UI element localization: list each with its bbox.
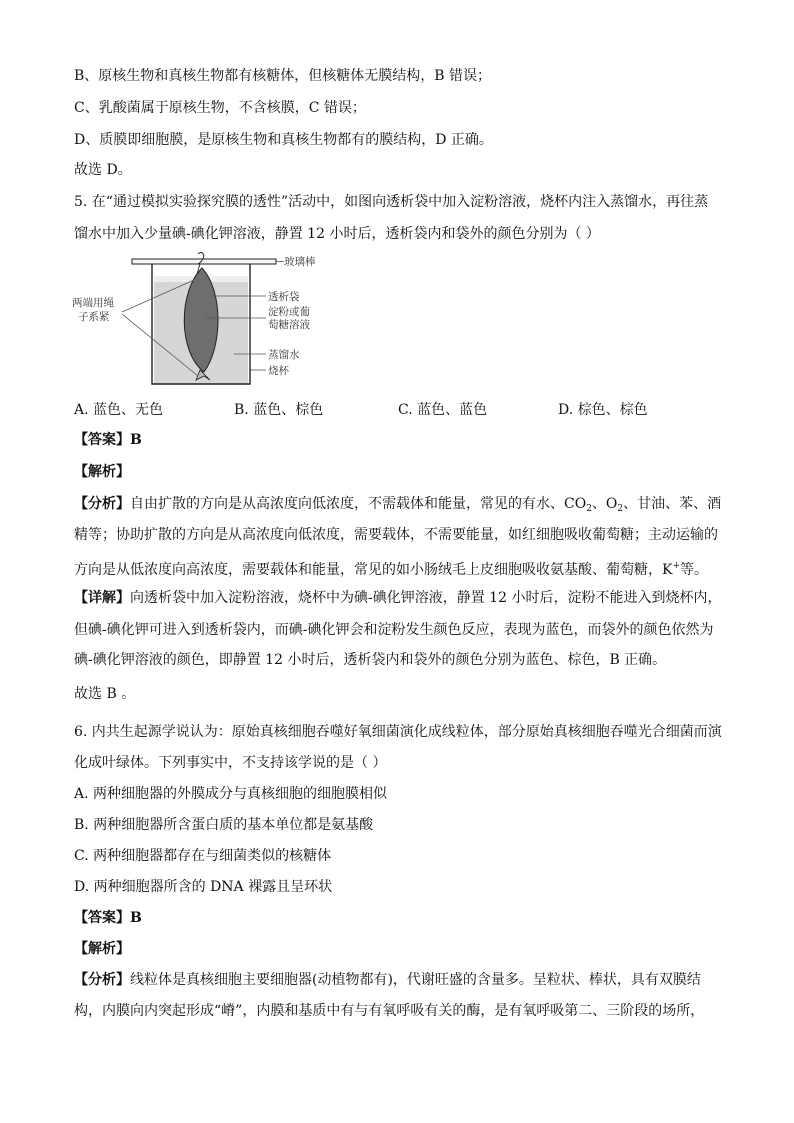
text-span: 、甘油、苯、酒 — [623, 496, 722, 512]
option-d: D. 棕色、棕色 — [558, 402, 648, 418]
detail-line: 但碘-碘化钾可进入到透析袋内，而碘-碘化钾会和淀粉发生颜色反应，表现为蓝色，而袋外的颜色依然为 — [74, 622, 714, 638]
question-5-stem: 5. 在“通过模拟实验探究膜的透性”活动中，如图向透析袋中加入淀粉溶液，烧杯内注入蒸馏水，再往蒸 — [74, 194, 709, 210]
option-b: B. 蓝色、棕色 — [234, 402, 324, 418]
detail-line — [74, 588, 721, 608]
detail-tag: 【详解】 — [74, 590, 130, 606]
glass-rod-shape — [132, 259, 276, 264]
option-c: C. 蓝色、蓝色 — [398, 402, 488, 418]
text-line: D、质膜即细胞膜，是原核生物和真核生物都有的膜结构，D 正确。 — [74, 132, 493, 148]
question-6-stem: 化成叶绿体。下列事实中，不支持该学说的是（ ） — [74, 755, 387, 771]
text-line: C、乳酸菌属于原核生物，不含核膜，C 错误； — [74, 100, 366, 116]
solution-label: 淀粉或葡 — [268, 306, 310, 318]
beaker-label: 烧杯 — [268, 365, 289, 377]
text-span: 自由扩散的方向是从高浓度向低浓度，不需载体和能量，常见的有水、CO — [130, 496, 587, 512]
bag-label: 透析袋 — [268, 291, 300, 303]
tie-label: 两端用绳 — [72, 297, 114, 309]
answer-value: B — [130, 910, 142, 926]
analysis-line — [74, 494, 721, 519]
option-a: A. 两种细胞器的外膜成分与真核细胞的细胞膜相似 — [74, 786, 388, 802]
question-5-stem: 馏水中加入少量碘-碘化钾溶液，静置 12 小时后，透析袋内和袋外的颜色分别为（ ） — [74, 226, 600, 242]
answer-tag: 【答案】 — [74, 432, 130, 448]
option-b: B. 两种细胞器所含蛋白质的基本单位都是氨基酸 — [74, 817, 374, 833]
text-span: 线粒体是真核细胞主要细胞器(动植物都有)，代谢旺盛的含量多。呈粒状、棒状，具有双膜结 — [130, 972, 701, 988]
analysis-subtag: 【分析】 — [74, 496, 130, 512]
text-line: B、原核生物和真核生物都有核糖体，但核糖体无膜结构，B 错误； — [74, 68, 492, 84]
option-c: C. 两种细胞器都存在与细菌类似的核糖体 — [74, 848, 332, 864]
answer-line — [74, 430, 142, 450]
question-6-stem: 6. 内共生起源学说认为：原始真核细胞吞噬好氧细菌演化成线粒体，部分原始真核细胞吞噬光合细菌而演 — [74, 724, 722, 740]
option-d: D. 两种细胞器所含的 DNA 裸露且呈环状 — [74, 879, 333, 895]
water-label: 蒸馏水 — [268, 349, 300, 361]
option-a: A. 蓝色、无色 — [74, 402, 164, 418]
text-span: 、O — [591, 496, 618, 512]
answer-value: B — [130, 432, 142, 448]
text-span: 等。 — [680, 562, 709, 578]
text-span: 方向是从低浓度向高浓度，需要载体和能量，常见的如小肠绒毛上皮细胞吸收氨基酸、葡萄糖，K — [74, 562, 673, 578]
analysis-tag: 【解析】 — [74, 464, 130, 480]
dialysis-figure — [70, 252, 360, 390]
tie-label: 子系紧 — [78, 311, 110, 323]
analysis-subtag: 【分析】 — [74, 972, 130, 988]
solution-label: 萄糖溶液 — [268, 319, 310, 331]
analysis-line — [74, 556, 708, 580]
analysis-line — [74, 970, 701, 990]
subscript: 2 — [617, 504, 624, 514]
subscript: 2 — [586, 504, 592, 514]
conclusion-line: 故选 B 。 — [74, 686, 136, 702]
detail-line: 碘-碘化钾溶液的颜色，即静置 12 小时后，透析袋内和袋外的颜色分别为蓝色、棕色，B 正确。 — [74, 652, 667, 668]
text-line: 故选 D。 — [74, 162, 132, 178]
analysis-line: 精等；协助扩散的方向是从高浓度向低浓度，需要载体，不需要能量，如红细胞吸收葡萄糖；主动运输的 — [74, 527, 718, 543]
analysis-tag: 【解析】 — [74, 941, 130, 957]
glass-rod-label: 玻璃棒 — [284, 256, 316, 268]
answer-line — [74, 908, 142, 928]
superscript: + — [672, 561, 681, 571]
analysis-line: 构，内膜向内突起形成“嵴”，内膜和基质中有与有氧呼吸有关的酶，是有氧呼吸第二、三阶段的场所， — [74, 1003, 705, 1019]
answer-tag: 【答案】 — [74, 910, 130, 926]
text-span: 向透析袋中加入淀粉溶液，烧杯中为碘-碘化钾溶液，静置 12 小时后，淀粉不能进入到烧杯内， — [130, 590, 722, 606]
